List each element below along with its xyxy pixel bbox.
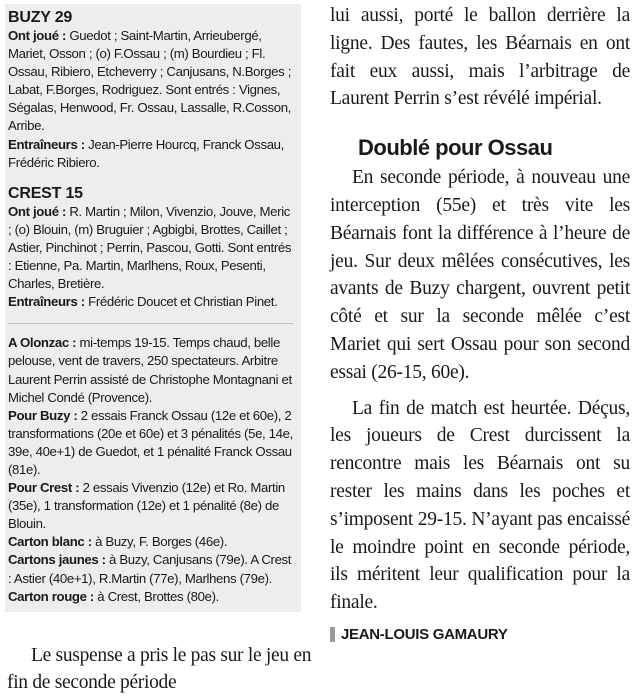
crest-scoring-label: Pour Crest : <box>8 480 80 496</box>
article-paragraph-1: lui aussi, porté le ballon derrière la ligne. Des fautes, les Béarnais en ont fait eux aussi, mais l’arbitrage de Laurent Perrin s’est révélé impérial. <box>330 5 630 110</box>
crest-lineup-text: R. Martin ; Milon, Vivenzio, Jouve, Meric ; (o) Blouin, (m) Bruguier ; Agbigbi, Brottes, Caillet ; Astier, Pinchinot ; Perrin, Pascou, Gotti. Sont entrés : Etienne, Pa. Martin, Marlhens, Roux, Pesenti, Charles, Bretière. <box>8 203 292 292</box>
match-venue <box>8 334 293 406</box>
buzy-scoring-text: 2 essais Franck Ossau (12e et 60e), 2 transformations (20e et 60e) et 3 pénalités (5e, 14e, 39e, 40e+1) de Guedot, et 1 pénalité Franck Ossau (81e). <box>8 407 293 477</box>
buzy-coaches <box>8 136 293 172</box>
buzy-lineup-text: Guedot ; Saint-Martin, Arrieubergé, Mariet, Osson ; (o) F.Ossau ; (m) Bourdieu ; Fl. Ossau, Ribiero, Etcheverry ; Canjusans, N.Borges ; Labat, F.Borges, Rodriguez. Sont entrés : Vignes, Ségalas, Henwood, Fr. Ossau, Lassalle, R.Cosson, Arribe. <box>8 28 292 134</box>
article-paragraph-3-text: La fin de match est heurtée. Déçus, les joueurs de Crest durcissent la rencontre mais les Béarnais ont su rester les mains dans les poches et s’imposent 29-15. N’ayant pas encaissé le moindre point en seconde période, ils méritent leur qualification pour la finale. <box>330 397 630 614</box>
yellow-cards-label: Cartons jaunes : <box>8 552 106 568</box>
left-article-text: Le suspense a pris le pas sur le jeu en fin de seconde période <box>7 644 312 693</box>
yellow-cards <box>8 551 293 587</box>
crest-lineup <box>8 203 293 293</box>
box-divider <box>8 323 293 324</box>
buzy-lineup-label: Ont joué : <box>8 28 67 43</box>
crest-scoring <box>8 479 293 533</box>
buzy-title: BUZY 29 <box>8 9 73 26</box>
buzy-lineup <box>8 27 293 136</box>
article-paragraph-3 <box>330 395 630 617</box>
buzy-coaches-text: Jean-Pierre Hourcq, Franck Ossau, Frédéric Ribiero. <box>8 136 284 170</box>
left-column <box>5 4 312 696</box>
red-card-text: à Crest, Brottes (80e). <box>93 588 219 604</box>
article-paragraph-2-text: En seconde période, à nouveau une interception (55e) et très vite les Béarnais font la différence à l’heure de jeu. Sur deux mêlées consécutives, les avants de Buzy chargent, ouvrent petit côté et sur la seconde mêlée c’est Mariet qui sert Ossau pour son second essai (26-15, 60e). <box>330 167 630 383</box>
left-article-start <box>5 642 312 696</box>
red-card <box>8 588 293 606</box>
crest-coaches-label: Entraîneurs : <box>8 294 85 310</box>
yellow-cards-text: à Buzy, Canjusans (79e). A Crest : Astier (40e+1), R.Martin (77e), Marlhens (79e). <box>8 552 292 586</box>
crest-scoring-text: 2 essais Vivenzio (12e) et Ro. Martin (35e), 1 transformation (12e) et 1 pénalité (8e) de Blouin. <box>8 480 285 532</box>
byline-bar <box>330 627 335 642</box>
match-venue-label: A Olonzac : <box>8 335 77 351</box>
crest-coaches-text: Frédéric Doucet et Christian Pinet. <box>84 294 278 310</box>
crest-lineup-label: Ont joué : <box>8 203 67 219</box>
buzy-scoring-label: Pour Buzy : <box>8 407 78 423</box>
article-subheading: Doublé pour Ossau <box>358 135 553 161</box>
article-paragraph-2 <box>330 164 630 386</box>
buzy-coaches-label: Entraîneurs : <box>8 136 85 152</box>
match-venue-text: mi-temps 19-15. Temps chaud, belle pelouse, vent de travers, 250 spectateurs. Arbitre Laurent Perrin assisté de Christophe Montagnani et Michel Condé (Provence). <box>8 335 292 405</box>
red-card-label: Carton rouge : <box>8 588 94 604</box>
white-card-label: Carton blanc : <box>8 534 92 550</box>
white-card-text: à Buzy, F. Borges (46e). <box>91 534 228 550</box>
byline <box>330 621 630 649</box>
right-column <box>330 2 630 649</box>
crest-title: CREST 15 <box>8 184 83 202</box>
crest-coaches <box>8 293 293 311</box>
buzy-scoring <box>8 407 293 479</box>
match-info-box <box>5 4 301 612</box>
byline-text: JEAN-LOUIS GAMAURY <box>341 625 508 643</box>
white-card <box>8 533 293 551</box>
